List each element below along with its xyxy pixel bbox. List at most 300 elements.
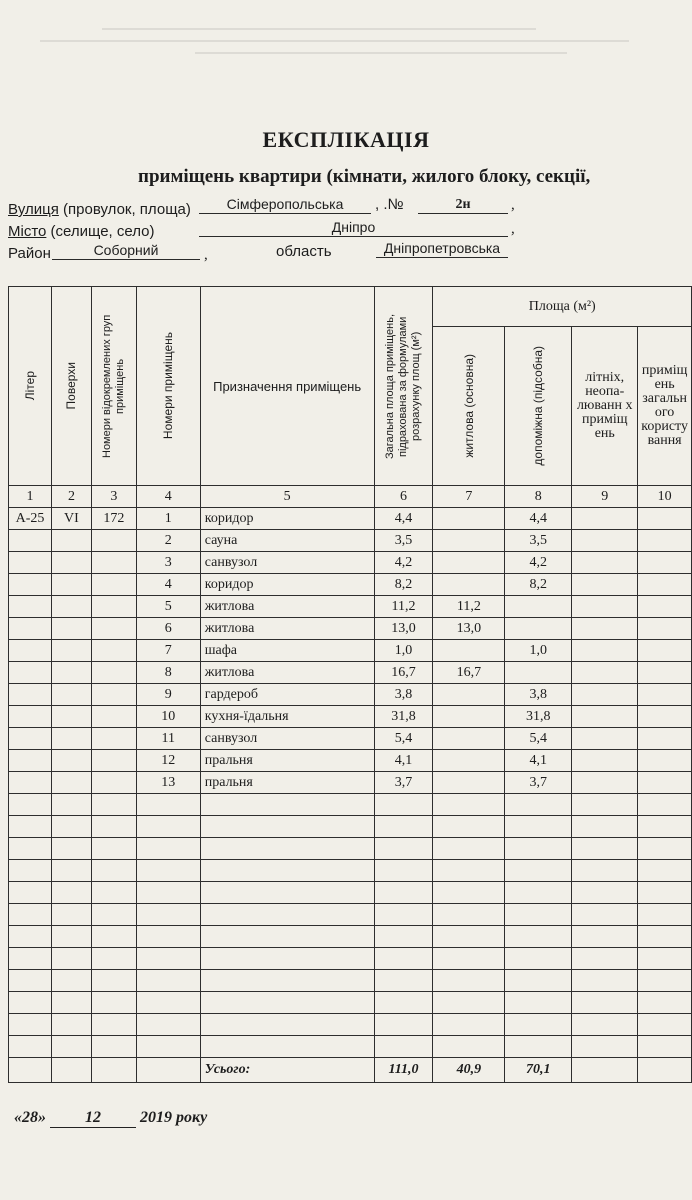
cell-empty (51, 816, 91, 838)
cell-empty (374, 1036, 433, 1058)
city-label: Місто (8, 223, 47, 240)
cell-empty (505, 816, 572, 838)
cell-purpose: пральня (200, 750, 374, 772)
header-auxiliary: допоміжна (підсобна) (505, 327, 572, 486)
cell-empty (136, 1014, 200, 1036)
total-empty (91, 1058, 136, 1083)
cell-living (433, 530, 505, 552)
column-number: 2 (51, 486, 91, 508)
cell-liter (9, 662, 52, 684)
cell-total: 11,2 (374, 596, 433, 618)
cell-empty (572, 794, 638, 816)
cell-living (433, 508, 505, 530)
street-label-group (8, 201, 191, 218)
cell-empty (638, 662, 692, 684)
cell-empty (572, 838, 638, 860)
total-empty (136, 1058, 200, 1083)
cell-living (433, 728, 505, 750)
cell-empty (51, 992, 91, 1014)
table-row (9, 772, 692, 794)
comma: , (511, 197, 515, 213)
cell-empty (91, 838, 136, 860)
column-number: 6 (374, 486, 433, 508)
header-purpose: Призначення приміщень (200, 287, 374, 486)
empty-row (9, 794, 692, 816)
empty-row (9, 882, 692, 904)
cell-aux: 1,0 (505, 640, 572, 662)
cell-empty (433, 970, 505, 992)
cell-floor (51, 728, 91, 750)
header-room-numbers: Номери приміщень (136, 287, 200, 486)
cell-empty (638, 772, 692, 794)
column-number: 8 (505, 486, 572, 508)
cell-group (91, 596, 136, 618)
cell-floor (51, 750, 91, 772)
cell-empty (9, 1014, 52, 1036)
cell-aux: 3,8 (505, 684, 572, 706)
cell-empty (572, 596, 638, 618)
cell-floor (51, 552, 91, 574)
cell-group (91, 772, 136, 794)
cell-empty (572, 882, 638, 904)
cell-living (433, 574, 505, 596)
empty-row (9, 816, 692, 838)
cell-empty (200, 948, 374, 970)
date-day: «28» (14, 1109, 46, 1126)
column-numbers-row (9, 486, 692, 508)
cell-floor: VI (51, 508, 91, 530)
cell-empty (505, 992, 572, 1014)
cell-empty (9, 816, 52, 838)
cell-empty (374, 860, 433, 882)
cell-empty (572, 706, 638, 728)
cell-empty (572, 530, 638, 552)
cell-empty (638, 794, 692, 816)
cell-empty (572, 728, 638, 750)
table-row (9, 684, 692, 706)
document-title: ЕКСПЛІКАЦІЯ (262, 127, 430, 152)
cell-empty (136, 1036, 200, 1058)
column-number: 10 (638, 486, 692, 508)
cell-total: 4,4 (374, 508, 433, 530)
cell-num: 5 (136, 596, 200, 618)
cell-empty (51, 1014, 91, 1036)
table-row (9, 618, 692, 640)
cell-empty (374, 992, 433, 1014)
empty-row (9, 904, 692, 926)
cell-empty (433, 948, 505, 970)
cell-empty (505, 948, 572, 970)
cell-aux (505, 662, 572, 684)
cell-floor (51, 662, 91, 684)
cell-empty (136, 992, 200, 1014)
cell-empty (9, 794, 52, 816)
cell-empty (505, 860, 572, 882)
cell-group (91, 574, 136, 596)
cell-group (91, 662, 136, 684)
empty-row (9, 926, 692, 948)
cell-floor (51, 530, 91, 552)
total-row (9, 1058, 692, 1083)
cell-empty (638, 816, 692, 838)
cell-floor (51, 684, 91, 706)
column-number: 7 (433, 486, 505, 508)
cell-floor (51, 574, 91, 596)
cell-num: 10 (136, 706, 200, 728)
cell-empty (200, 992, 374, 1014)
cell-empty (505, 970, 572, 992)
table-row (9, 728, 692, 750)
cell-empty (91, 970, 136, 992)
cell-empty (91, 926, 136, 948)
cell-empty (638, 640, 692, 662)
cell-empty (638, 618, 692, 640)
table-row (9, 640, 692, 662)
cell-empty (91, 860, 136, 882)
header-summer: літніх, неопа-люванн х приміщ ень (572, 327, 638, 486)
cell-empty (374, 904, 433, 926)
cell-empty (572, 552, 638, 574)
cell-group (91, 684, 136, 706)
cell-empty (638, 552, 692, 574)
cell-empty (433, 816, 505, 838)
cell-empty (51, 860, 91, 882)
header-floors: Поверхи (51, 287, 91, 486)
cell-empty (572, 684, 638, 706)
cell-purpose: гардероб (200, 684, 374, 706)
bleed-through-area (40, 18, 660, 98)
cell-num: 13 (136, 772, 200, 794)
explication-table (8, 286, 692, 1083)
cell-aux (505, 618, 572, 640)
cell-empty (91, 794, 136, 816)
cell-empty (374, 794, 433, 816)
total-aux: 70,1 (505, 1058, 572, 1083)
header-liter: Літер (9, 287, 52, 486)
cell-total: 3,7 (374, 772, 433, 794)
cell-empty (638, 684, 692, 706)
street-label: Вулиця (8, 201, 59, 218)
cell-empty (572, 1036, 638, 1058)
cell-num: 9 (136, 684, 200, 706)
cell-empty (91, 1036, 136, 1058)
cell-empty (374, 838, 433, 860)
total-empty (51, 1058, 91, 1083)
cell-num: 1 (136, 508, 200, 530)
cell-total: 1,0 (374, 640, 433, 662)
table-row (9, 508, 692, 530)
cell-empty (51, 838, 91, 860)
header-common: приміщ ень загальн ого користу вання (638, 327, 692, 486)
cell-empty (9, 838, 52, 860)
number-value: 2н (418, 196, 508, 214)
cell-empty (572, 772, 638, 794)
cell-liter (9, 706, 52, 728)
empty-row (9, 860, 692, 882)
cell-empty (433, 838, 505, 860)
cell-empty (200, 816, 374, 838)
cell-empty (638, 530, 692, 552)
cell-empty (572, 574, 638, 596)
cell-purpose: коридор (200, 508, 374, 530)
cell-total: 31,8 (374, 706, 433, 728)
cell-empty (9, 1036, 52, 1058)
region-value: Дніпропетровська (376, 240, 508, 258)
cell-purpose: шафа (200, 640, 374, 662)
cell-num: 4 (136, 574, 200, 596)
cell-empty (572, 640, 638, 662)
cell-empty (200, 794, 374, 816)
empty-row (9, 948, 692, 970)
cell-empty (505, 794, 572, 816)
cell-empty (51, 904, 91, 926)
cell-empty (572, 1014, 638, 1036)
cell-empty (572, 970, 638, 992)
cell-total: 3,5 (374, 530, 433, 552)
cell-empty (51, 1036, 91, 1058)
cell-empty (572, 948, 638, 970)
cell-aux: 4,4 (505, 508, 572, 530)
cell-empty (136, 860, 200, 882)
cell-empty (136, 970, 200, 992)
cell-empty (374, 1014, 433, 1036)
column-number: 9 (572, 486, 638, 508)
cell-liter: А-25 (9, 508, 52, 530)
cell-liter (9, 574, 52, 596)
cell-aux: 8,2 (505, 574, 572, 596)
cell-purpose: пральня (200, 772, 374, 794)
comma: , (511, 221, 515, 237)
cell-empty (136, 926, 200, 948)
cell-total: 8,2 (374, 574, 433, 596)
cell-empty (200, 1014, 374, 1036)
cell-empty (374, 882, 433, 904)
cell-empty (136, 794, 200, 816)
cell-total: 3,8 (374, 684, 433, 706)
cell-empty (374, 816, 433, 838)
cell-num: 3 (136, 552, 200, 574)
column-number: 1 (9, 486, 52, 508)
cell-empty (572, 508, 638, 530)
cell-empty (136, 882, 200, 904)
cell-empty (374, 926, 433, 948)
cell-empty (91, 1014, 136, 1036)
cell-empty (9, 970, 52, 992)
header-living: житлова (основна) (433, 327, 505, 486)
cell-empty (51, 970, 91, 992)
cell-group (91, 728, 136, 750)
cell-group (91, 530, 136, 552)
city-value: Дніпро (199, 219, 508, 237)
date-month: 12 (50, 1109, 136, 1128)
cell-aux: 3,7 (505, 772, 572, 794)
cell-empty (572, 750, 638, 772)
cell-living (433, 750, 505, 772)
empty-row (9, 1014, 692, 1036)
cell-num: 6 (136, 618, 200, 640)
cell-aux: 5,4 (505, 728, 572, 750)
cell-living: 13,0 (433, 618, 505, 640)
cell-empty (638, 728, 692, 750)
cell-empty (638, 904, 692, 926)
cell-empty (638, 596, 692, 618)
cell-empty (505, 926, 572, 948)
cell-empty (200, 882, 374, 904)
cell-empty (505, 882, 572, 904)
street-paren: (провулок, площа) (63, 201, 191, 218)
empty-row (9, 838, 692, 860)
cell-living (433, 772, 505, 794)
cell-empty (51, 794, 91, 816)
cell-num: 8 (136, 662, 200, 684)
table-row (9, 596, 692, 618)
table-row (9, 552, 692, 574)
cell-empty (51, 926, 91, 948)
cell-total: 13,0 (374, 618, 433, 640)
cell-living: 16,7 (433, 662, 505, 684)
cell-total: 16,7 (374, 662, 433, 684)
cell-group (91, 750, 136, 772)
cell-empty (433, 992, 505, 1014)
column-number: 4 (136, 486, 200, 508)
empty-row (9, 970, 692, 992)
cell-group (91, 640, 136, 662)
cell-num: 2 (136, 530, 200, 552)
cell-empty (9, 948, 52, 970)
cell-liter (9, 640, 52, 662)
cell-empty (572, 816, 638, 838)
cell-empty (9, 882, 52, 904)
cell-purpose: житлова (200, 596, 374, 618)
cell-liter (9, 530, 52, 552)
cell-empty (638, 926, 692, 948)
cell-empty (51, 948, 91, 970)
district-label: Район (8, 245, 51, 262)
column-number: 3 (91, 486, 136, 508)
cell-empty (433, 926, 505, 948)
cell-empty (638, 992, 692, 1014)
cell-floor (51, 596, 91, 618)
cell-empty (572, 860, 638, 882)
cell-empty (200, 1036, 374, 1058)
cell-empty (374, 970, 433, 992)
cell-total: 5,4 (374, 728, 433, 750)
cell-total: 4,1 (374, 750, 433, 772)
cell-empty (433, 794, 505, 816)
cell-empty (51, 882, 91, 904)
cell-living (433, 684, 505, 706)
cell-living (433, 552, 505, 574)
cell-liter (9, 772, 52, 794)
cell-empty (638, 970, 692, 992)
cell-aux (505, 596, 572, 618)
number-label: , .№ (375, 196, 404, 213)
cell-empty (9, 860, 52, 882)
cell-empty (136, 904, 200, 926)
cell-num: 11 (136, 728, 200, 750)
cell-empty (91, 816, 136, 838)
cell-liter (9, 750, 52, 772)
cell-liter (9, 596, 52, 618)
street-value: Сімферопольська (199, 196, 371, 214)
comma: , (204, 247, 208, 263)
cell-purpose: кухня-їдальня (200, 706, 374, 728)
cell-purpose: коридор (200, 574, 374, 596)
cell-empty (433, 860, 505, 882)
cell-empty (91, 882, 136, 904)
table-row (9, 574, 692, 596)
cell-empty (505, 1036, 572, 1058)
empty-row (9, 1036, 692, 1058)
cell-empty (91, 948, 136, 970)
cell-group: 172 (91, 508, 136, 530)
cell-liter (9, 552, 52, 574)
header-area-group: Площа (м²) (433, 287, 692, 327)
cell-empty (638, 838, 692, 860)
total-empty (572, 1058, 638, 1083)
city-label-group (8, 223, 154, 240)
cell-empty (136, 948, 200, 970)
cell-num: 12 (136, 750, 200, 772)
cell-empty (433, 1036, 505, 1058)
cell-empty (638, 574, 692, 596)
document-subtitle: приміщень квартири (кімнати, жилого блоку, секції, (138, 166, 591, 187)
cell-group (91, 706, 136, 728)
cell-aux: 4,1 (505, 750, 572, 772)
cell-empty (505, 904, 572, 926)
cell-empty (638, 1014, 692, 1036)
cell-floor (51, 640, 91, 662)
cell-group (91, 552, 136, 574)
cell-purpose: санвузол (200, 552, 374, 574)
cell-aux: 4,2 (505, 552, 572, 574)
header-total-area: Загальна площа приміщень, підрахована за формулами розрахунку площ (м²) (374, 287, 433, 486)
city-paren: (селище, село) (50, 223, 155, 240)
cell-empty (638, 1036, 692, 1058)
empty-row (9, 992, 692, 1014)
cell-living: 11,2 (433, 596, 505, 618)
cell-empty (638, 882, 692, 904)
cell-aux: 31,8 (505, 706, 572, 728)
cell-empty (9, 926, 52, 948)
cell-empty (200, 860, 374, 882)
cell-empty (638, 508, 692, 530)
cell-empty (572, 992, 638, 1014)
cell-purpose: житлова (200, 618, 374, 640)
region-label: область (276, 243, 332, 260)
cell-empty (505, 838, 572, 860)
cell-empty (505, 1014, 572, 1036)
total-empty (9, 1058, 52, 1083)
cell-purpose: сауна (200, 530, 374, 552)
cell-empty (572, 926, 638, 948)
cell-empty (572, 662, 638, 684)
total-area: 111,0 (374, 1058, 433, 1083)
cell-empty (91, 992, 136, 1014)
cell-empty (136, 838, 200, 860)
cell-group (91, 618, 136, 640)
cell-empty (200, 838, 374, 860)
date-line (14, 1109, 207, 1128)
cell-empty (638, 948, 692, 970)
cell-liter (9, 728, 52, 750)
cell-floor (51, 706, 91, 728)
cell-empty (136, 816, 200, 838)
total-label: Усього: (200, 1058, 374, 1083)
cell-purpose: санвузол (200, 728, 374, 750)
cell-empty (638, 706, 692, 728)
table-row (9, 750, 692, 772)
